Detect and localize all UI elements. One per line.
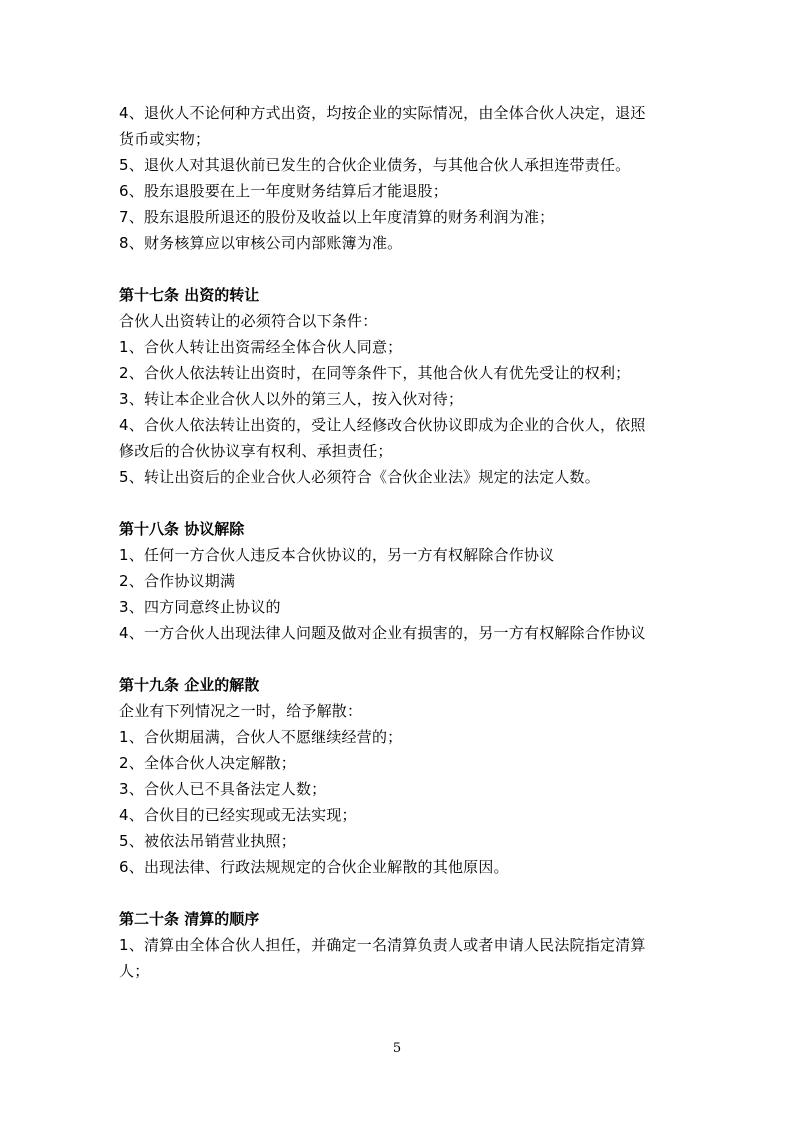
paragraph-line: 6、出现法律、行政法规规定的合伙企业解散的其他原因。 [119, 858, 509, 876]
paragraph-line: 2、全体合伙人决定解散； [119, 754, 296, 772]
paragraph-line: 合伙人出资转让的必须符合以下条件： [119, 312, 378, 330]
article-20-section [119, 906, 679, 984]
paragraph-line: 6、股东退股要在上一年度财务结算后才能退股； [119, 182, 448, 200]
section-heading: 第十七条 出资的转让 [119, 286, 260, 304]
paragraph-line: 4、一方合伙人出现法律人问题及做对企业有损害的，另一方有权解除合作协议 [119, 624, 646, 642]
paragraph-line: 货币或实物； [119, 130, 211, 148]
page-number: 5 [392, 1041, 402, 1056]
paragraph-line: 1、合伙人转让出资需经全体合伙人同意； [119, 338, 403, 356]
paragraph-line: 4、合伙人依法转让出资的，受让人经修改合伙协议即成为企业的合伙人，依照 [119, 416, 646, 434]
paragraph-line: 7、股东退股所退还的股份及收益以上年度清算的财务利润为准； [119, 208, 555, 226]
document-body [119, 100, 679, 984]
intro-block [119, 100, 679, 256]
section-heading: 第十九条 企业的解散 [119, 676, 260, 694]
paragraph-line: 3、合伙人已不具备法定人数； [119, 780, 327, 798]
paragraph-line: 4、退伙人不论何种方式出资，均按企业的实际情况，由全体合伙人决定，退还 [119, 104, 646, 122]
paragraph-line: 修改后的合伙协议享有权利、承担责任； [119, 442, 393, 460]
paragraph-line: 人； [119, 962, 150, 980]
paragraph-line: 5、转让出资后的企业合伙人必须符合《合伙企业法》规定的法定人数。 [119, 468, 600, 486]
paragraph-line: 4、合伙目的已经实现或无法实现； [119, 806, 357, 824]
article-19-section [119, 672, 679, 880]
paragraph-line: 2、合作协议期满 [119, 572, 236, 590]
article-17-section [119, 282, 679, 490]
paragraph-line: 8、财务核算应以审核公司内部账簿为准。 [119, 234, 403, 252]
article-18-section [119, 516, 679, 646]
paragraph-line: 5、退伙人对其退伙前已发生的合伙企业债务，与其他合伙人承担连带责任。 [119, 156, 631, 174]
paragraph-line: 企业有下列情况之一时，给予解散： [119, 702, 363, 720]
paragraph-line: 2、合伙人依法转让出资时，在同等条件下，其他合伙人有优先受让的权利； [119, 364, 631, 382]
paragraph-line: 3、四方同意终止协议的 [119, 598, 281, 616]
paragraph-line: 1、合伙期届满，合伙人不愿继续经营的； [119, 728, 403, 746]
paragraph-line: 1、任何一方合伙人违反本合伙协议的，另一方有权解除合作协议 [119, 546, 555, 564]
paragraph-line: 1、清算由全体合伙人担任，并确定一名清算负责人或者申请人民法院指定清算 [119, 936, 646, 954]
paragraph-line: 5、被依法吊销营业执照； [119, 832, 296, 850]
section-heading: 第十八条 协议解除 [119, 520, 245, 538]
paragraph-line: 3、转让本企业合伙人以外的第三人，按入伙对待； [119, 390, 464, 408]
section-heading: 第二十条 清算的顺序 [119, 910, 260, 928]
